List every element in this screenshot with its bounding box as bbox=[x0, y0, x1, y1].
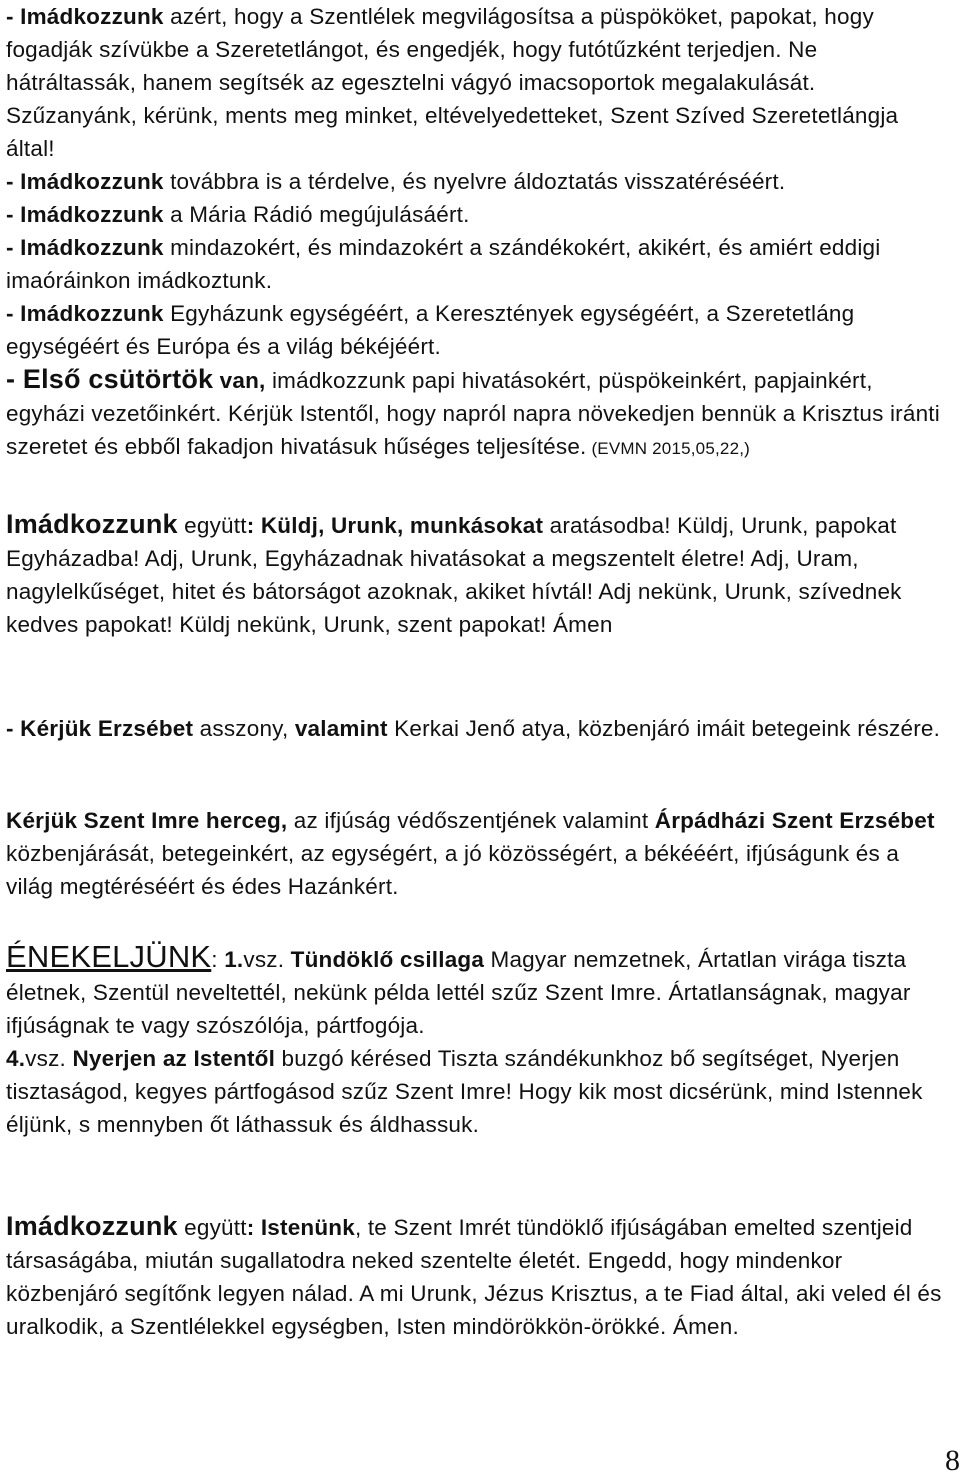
intention-first-thursday bbox=[6, 363, 946, 465]
intention-radio bbox=[6, 198, 946, 231]
hymn-section bbox=[6, 940, 946, 1141]
prayer-bold-opening: : Küldj, Urunk, munkásokat bbox=[246, 513, 544, 538]
intercession-valamint: valamint bbox=[294, 716, 388, 741]
intention-lead: - Imádkozzunk bbox=[6, 4, 164, 29]
intention-bishops bbox=[6, 0, 946, 165]
prayer-vocations-text bbox=[6, 508, 946, 641]
page-number: 8 bbox=[945, 1444, 960, 1477]
intention-lead: - Imádkozzunk bbox=[6, 202, 164, 227]
first-thursday-van: van, bbox=[213, 368, 266, 393]
verse-title: Nyerjen az Istentől bbox=[72, 1046, 276, 1071]
intention-text: Egyházunk egységéért, a Keresztények egységéért, a Szeretetláng egységéért és Európa és a világ békéjéért. bbox=[6, 301, 855, 359]
hymn-colon: : bbox=[211, 947, 225, 972]
intention-text: azért, hogy a Szentlélek megvilágosítsa a püspököket, papokat, hogy fogadják szívükbe a Szeretetlángot, és engedjék, hogy futótűzként terjedjen. Ne hátráltassák, hanem segítsék az egesztelni vágyó imacsoportok megalakulását. Szűzanyánk, kérünk, ments meg minket, eltévelyedetteket, Szent Szíved Szeretetlángja által! bbox=[6, 4, 899, 161]
verse-number: 1. bbox=[224, 947, 244, 972]
verse-label: vsz. bbox=[25, 1046, 73, 1071]
hymn-verse-4 bbox=[6, 1042, 946, 1141]
intercession-lead: - Kérjük Erzsébet bbox=[6, 716, 194, 741]
prayer-together: együtt bbox=[177, 1215, 247, 1240]
prayer-body: aratásodba! Küldj, Urunk, papokat Egyházadba! Adj, Urunk, Egyházadnak hivatásokat a megszentelt életre! Adj, Uram, nagylelkűséget, hitet és bátorságot azoknak, akiket hívtál! Adj nekünk, Urunk, szívednek kedves papokat! Küldj nekünk, Urunk, szent papokat! Ámen bbox=[6, 513, 902, 637]
saints-text bbox=[6, 804, 946, 903]
intentions-section bbox=[6, 0, 946, 465]
intention-lead: - Imádkozzunk bbox=[6, 301, 164, 326]
prayer-lead: Imádkozzunk bbox=[6, 1211, 178, 1241]
prayer-bold-opening: : Istenünk bbox=[246, 1215, 355, 1240]
saint-imre-lead: Kérjük Szent Imre herceg, bbox=[6, 808, 288, 833]
intention-text: továbbra is a térdelve, és nyelvre áldoztatás visszatéréséért. bbox=[163, 169, 786, 194]
verse-title: Tündöklő csillaga bbox=[290, 947, 485, 972]
prayer-imre-text bbox=[6, 1210, 946, 1343]
intercession-erzsebet bbox=[6, 712, 940, 745]
intercession-saints bbox=[6, 804, 946, 903]
intention-text: a Mária Rádió megújulásáért. bbox=[163, 202, 470, 227]
intention-lead: - Imádkozzunk bbox=[6, 169, 164, 194]
intercession-rest: Kerkai Jenő atya, közbenjáró imáit betegeink részére. bbox=[387, 716, 941, 741]
hymn-heading: ÉNEKELJÜNK bbox=[6, 939, 212, 974]
prayer-together: együtt bbox=[177, 513, 247, 538]
intercession-part: asszony, bbox=[193, 716, 295, 741]
prayer-lead: Imádkozzunk bbox=[6, 509, 178, 539]
verse-label: vsz. bbox=[243, 947, 291, 972]
saints-part: az ifjúság védőszentjének valamint bbox=[287, 808, 655, 833]
intention-kneeling bbox=[6, 165, 946, 198]
intention-lead: - Imádkozzunk bbox=[6, 235, 164, 260]
saints-rest: közbenjárását, betegeinkért, az egységért, a jó közösségért, a békééért, ifjúságunk és a világ megtéréséért és édes Hazánkért. bbox=[6, 841, 900, 899]
verse-text: Magyar nemzetnek, Ártatlan virága tiszta életnek, Szentül neveltettél, nekünk példa lettél szűz Szent Imre. Ártatlanságnak, magyar ifjúságnak te vagy szószólója, pártfogója. bbox=[6, 947, 911, 1038]
intention-text: imádkozzunk papi hivatásokért, püspökeinkért, papjainkért, egyházi vezetőinkért. Kérjük Istentől, hogy napról napra növekedjen bennük a Krisztus iránti szeretet és ebből fakadjon hivatásuk hűséges teljesítése. bbox=[6, 368, 940, 459]
intention-text: mindazokért, és mindazokért a szándékokért, akikért, és amiért eddigi imaóráinkon imádkoztunk. bbox=[6, 235, 881, 293]
saint-erzsebet-name: Árpádházi Szent Erzsébet bbox=[654, 808, 935, 833]
prayer-saint-imre bbox=[6, 1210, 946, 1343]
source-reference: (EVMN 2015,05,22,) bbox=[586, 439, 751, 458]
intention-unity bbox=[6, 297, 946, 363]
prayer-vocations bbox=[6, 508, 946, 641]
prayer-body: , te Szent Imrét tündöklő ifjúságában emelted szentjeid társaságába, miután sugallatodra neked szentelte életét. Engedd, hogy mindenkor közbenjáró segítőnk legyen nálad. A mi Urunk, Jézus Krisztus, a te Fiad által, aki veled él és uralkodik, a Szentlélekkel egységben, Isten mindörökkön-örökké. Ámen. bbox=[6, 1215, 942, 1339]
hymn-verse-1 bbox=[6, 940, 946, 1042]
verse-text: buzgó kérésed Tiszta szándékunkhoz bő segítséget, Nyerjen tisztaságod, kegyes pártfogásod szűz Szent Imre! Hogy kik most dicsérünk, mind Istennek éljünk, s mennyben őt láthassuk és áldhassuk. bbox=[6, 1046, 923, 1137]
verse-number: 4. bbox=[6, 1046, 26, 1071]
intention-all bbox=[6, 231, 946, 297]
first-thursday-lead: - Első csütörtök bbox=[6, 364, 214, 394]
intercession-text bbox=[6, 712, 940, 745]
